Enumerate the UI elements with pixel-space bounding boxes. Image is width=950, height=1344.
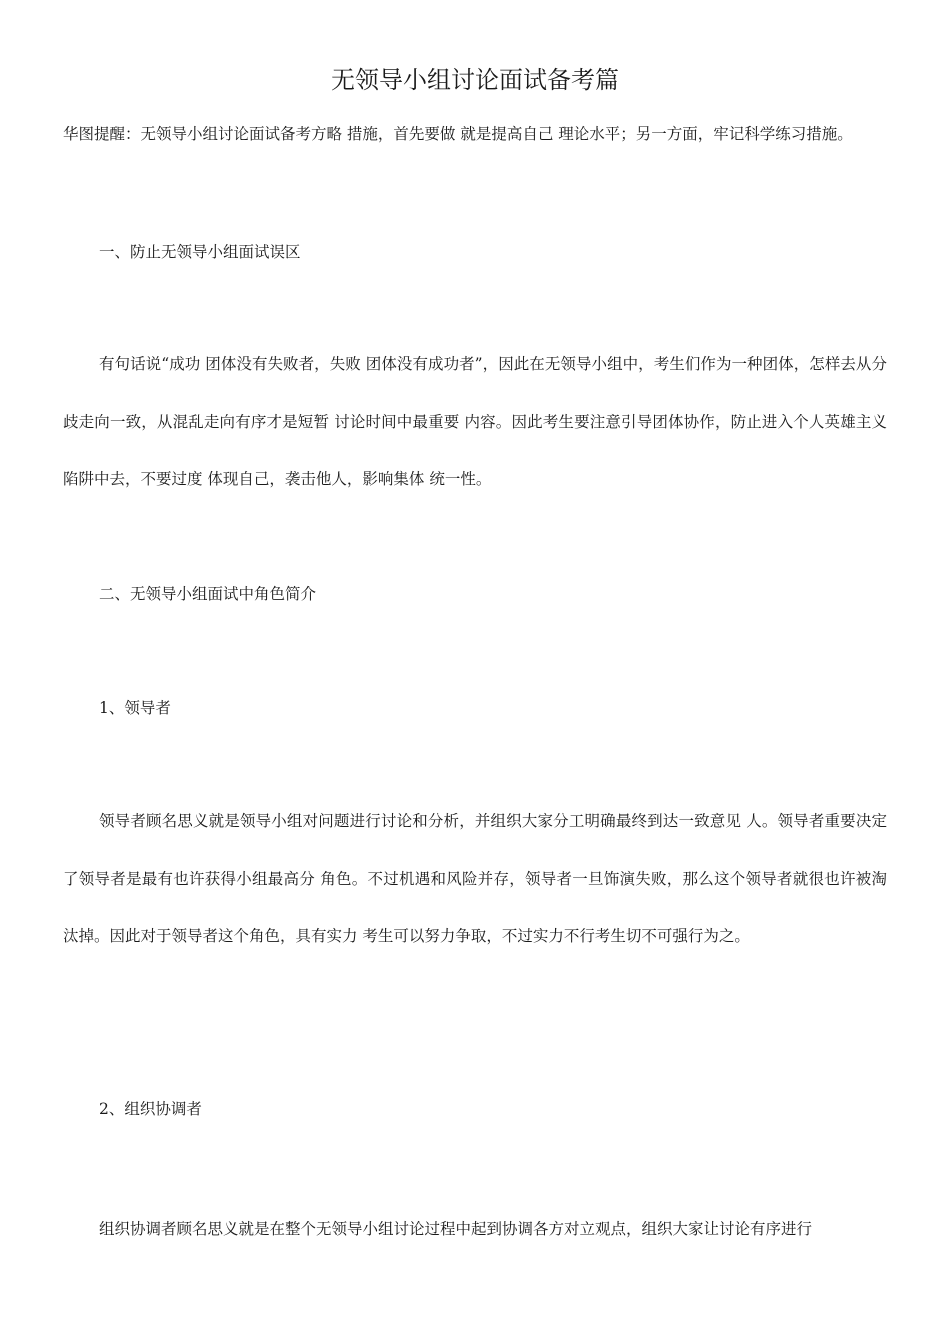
role-coordinator-paragraph: 组织协调者顾名思义就是在整个无领导小组讨论过程中起到协调各方对立观点，组织大家让讨论有序进行 [99, 1220, 813, 1238]
role-heading-coordinator: 2、组织协调者 [99, 1100, 202, 1118]
page-title: 无领导小组讨论面试备考篇 [331, 66, 619, 94]
intro-paragraph: 华图提醒：无领导小组讨论面试备考方略 措施，首先要做 就是提高自己 理论水平；另一方面，牢记科学练习措施。 [63, 125, 853, 143]
section-1-paragraph: 有句话说“成功 团体没有失败者，失败 团体没有成功者”，因此在无领导小组中，考生们作为一种团体，怎样去从分歧走向一致，从混乱走向有序才是短暂 讨论时间中最重要 内容。因此考生要注意引导团体协作，防止进入个人英雄主义 陷阱中去，不要过度 体现自己，袭击他人，影响集体 统一性。 [63, 355, 887, 488]
role-leader-paragraph: 领导者顾名思义就是领导小组对问题进行讨论和分析，并组织大家分工明确最终到达一致意见 人。领导者重要决定了领导者是最有也许获得小组最高分 角色。不过机遇和风险并存，领导者一旦饰演失败，那么这个领导者就很也许被淘汰掉。因此对于领导者这个角色，具有实力 考生可以努力争取，不过实力不行考生切不可强行为之。 [63, 812, 887, 945]
section-heading-1: 一、防止无领导小组面试误区 [99, 243, 301, 261]
role-heading-leader: 1、领导者 [99, 699, 171, 717]
section-heading-2: 二、无领导小组面试中角色简介 [99, 585, 317, 603]
